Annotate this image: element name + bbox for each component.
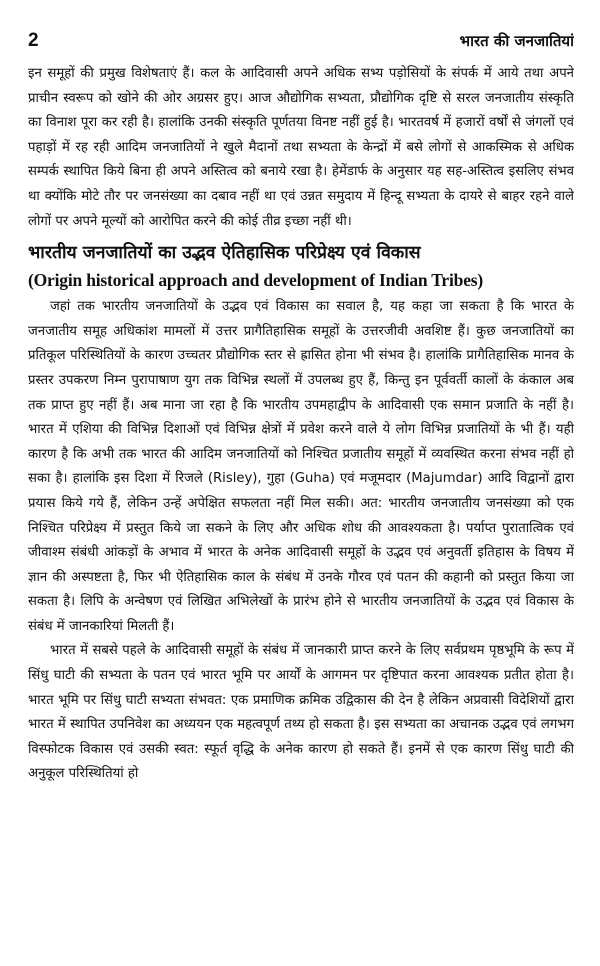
section-heading-hindi: भारतीय जनजातियों का उद्भव ऐतिहासिक परिप्रेक्ष्य एवं विकास: [28, 243, 421, 264]
paragraph-intro-continued: इन समूहों की प्रमुख विशेषताएं हैं। कल के आदिवासी अपने अधिक सभ्य पड़ोसियों के संपर्क में आये तथा अपने प्राचीन स्वरूप को खोने की ओर अग्रसर हुए। आज औद्योगिक सभ्यता, प्रौद्योगिक दृष्टि से सरल जनजातीय संस्कृति का विनाश पूरा कर रही है। हालांकि उनकी संस्कृति पूर्णतया विनष्ट नहीं हुई है। भारतवर्ष में हजारों वर्षों से जंगलों एवं पहाड़ों में रह रही आदिम जनजातियों ने खुले मैदानों तथा सभ्यता के केन्द्रों में बसे लोगों से आकस्मिक से अधिक सम्पर्क स्थापित किये बिना ही अपने अस्तित्व को बनाये रखा है। हेमेंडार्फ के अनुसार यह सह-अस्तित्व इसलिए संभव था क्योंकि मोटे तौर पर जनसंख्या का दबाव नहीं था एवं उन्नत समुदाय में हिन्दू सभ्यता के दायरे से बाहर रहने वाले लोगों पर अपने मूल्यों को आरोपित करने की कोई तीव्र इच्छा नहीं थी।: [28, 66, 574, 229]
section-heading-english: (Origin historical approach and development of Indian Tribes): [28, 270, 484, 291]
book-page: [28, 30, 574, 952]
running-header: [28, 30, 574, 58]
running-title: भारत की जनजातियां: [459, 32, 574, 50]
page-number: 2: [28, 30, 39, 51]
paragraph-indus-valley: भारत में सबसे पहले के आदिवासी समूहों के संबंध में जानकारी प्राप्त करने के लिए सर्वप्रथम पृष्ठभूमि के रूप में सिंधु घाटी की सभ्यता के पतन एवं भारत भूमि पर आर्यों के आगमन पर दृष्टिपात करना आवश्यक प्रतीत होता है। भारत भूमि पर सिंधु घाटी सभ्यता संभवत: एक प्रमाणिक क्रमिक उद्विकास की देन है लेकिन अप्रवासी विदेशियों द्वारा भारत में स्थापित उपनिवेश का अध्ययन एक महत्वपूर्ण तथ्य हो सकता है। इस सभ्यता का अचानक उद्भव एवं लगभग विस्फोटक विकास एवं उसकी स्वत: स्फूर्त वृद्धि के अनेक कारण हो सकते हैं। इनमें से एक कारण सिंधु घाटी की अनुकूल परिस्थितियां हो: [28, 643, 574, 782]
paragraph-origin: जहां तक भारतीय जनजातियों के उद्भव एवं विकास का सवाल है, यह कहा जा सकता है कि भारत के जनजातीय समूह अधिकांश मामलों में उत्तर प्रागैतिहासिक समूहों के उत्तरजीवी अवशिष्ट हैं। कुछ जनजातियों का प्रतिकूल परिस्थितियों के कारण उच्चतर प्रौद्योगिक स्तर से ह्रासित होना भी संभव है। हालांकि प्रागैतिहासिक मानव के प्रस्तर उपकरण निम्न पुरापाषाण युग तक विभिन्न स्थलों में उपलब्ध हुए हैं, किन्तु इन पूर्ववर्ती कालों के कंकाल अब तक प्राप्त हुए नहीं हैं। अब माना जा रहा है कि भारतीय उपमहाद्वीप के आदिवासी एक समान प्रजाति के नहीं है। भारत में एशिया की विभिन्न दिशाओं एवं विभिन्न क्षेत्रों में प्रवेश करने वाले ये लोग विभिन्न प्रजातियों के भी हैं। यही कारण है कि अभी तक भारत की आदिम जनजातियों को निश्चित प्रजातीय समूहों में व्यवस्थित करना संभव नहीं हो सका है। हालांकि इस दिशा में रिजले (Risley), गुहा (Guha) एवं मजूमदार (Majumdar) आदि विद्वानों द्वारा प्रयास किये गये हैं, लेकिन उन्हें अपेक्षित सफलता नहीं मिल सकी। अत: भारतीय जनजातीय जनसंख्या को एक निश्चित परिप्रेक्ष्य में प्रस्तुत किये जा सकने के लिए और अधिक शोध की आवश्यकता है। पर्याप्त पुरातात्विक एवं जीवाश्म संबंधी आंकड़ों के अभाव में भारत के अनेक आदिवासी समूहों के उद्भव एवं अनुवर्ती इतिहास के विषय में ज्ञान की अस्पष्टता है, फिर भी ऐतिहासिक काल के संबंध में उनके गौरव एवं पतन की कहानी को प्रस्तुत किया जा सकता है। लिपि के अन्वेषण एवं लिखित अभिलेखों के प्रारंभ होने से भारतीय जनजातियों के उद्भव एवं विकास के संबंध में जानकारियां मिलती हैं।: [28, 299, 574, 634]
